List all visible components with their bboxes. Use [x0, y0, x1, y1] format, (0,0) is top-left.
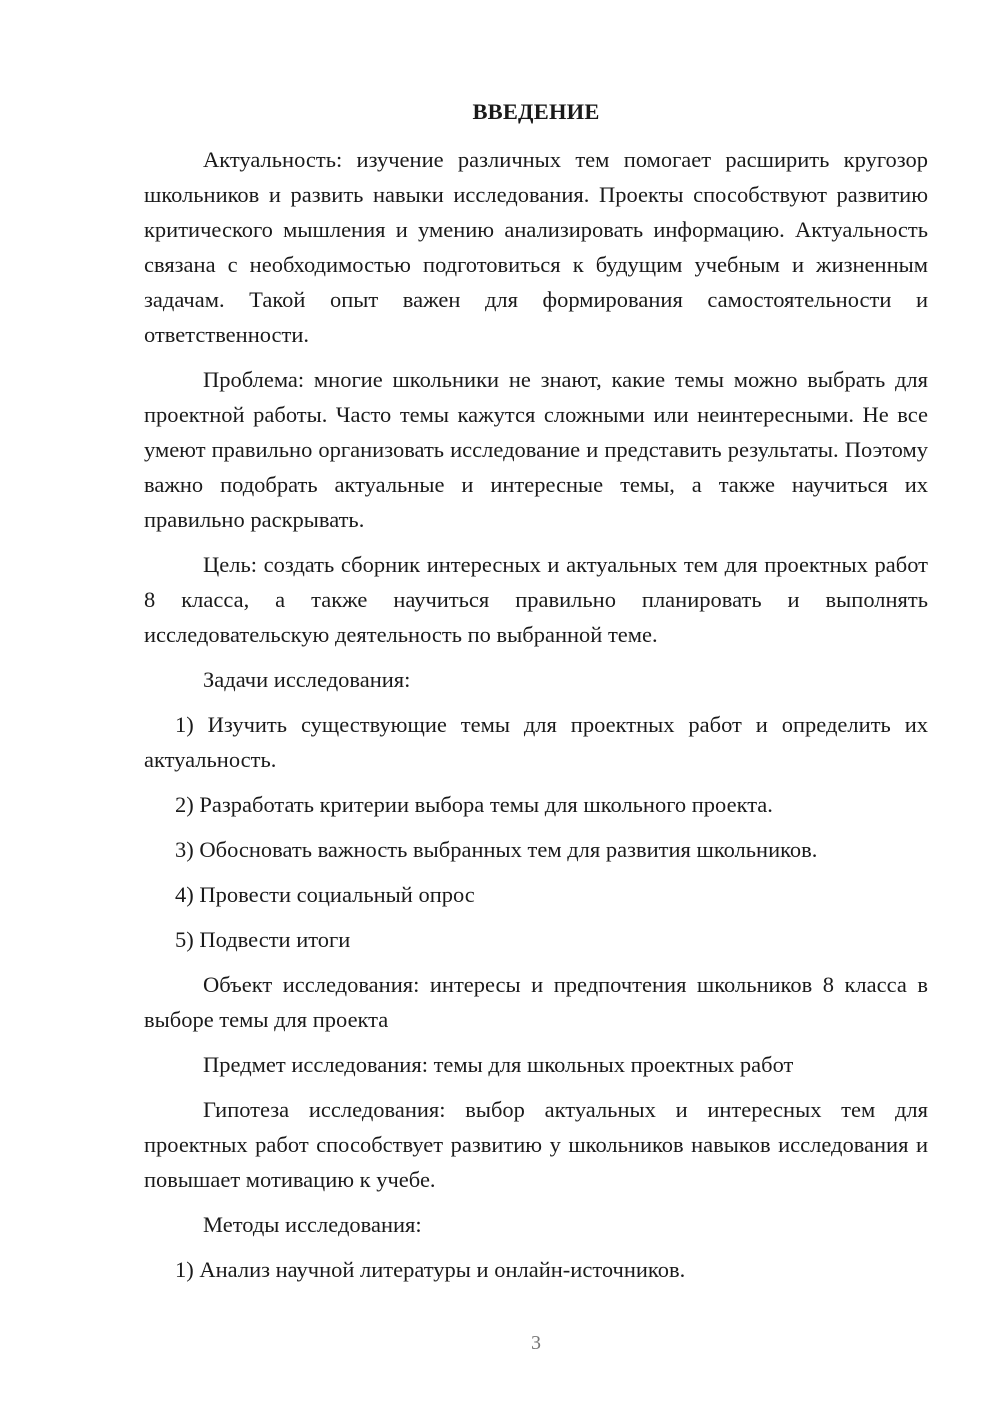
- task-item-2: 2) Разработать критерии выбора темы для школьного проекта.: [175, 792, 773, 817]
- methods-heading: Методы исследования:: [203, 1212, 422, 1237]
- subject-paragraph: Предмет исследования: темы для школьных проектных работ: [203, 1052, 794, 1077]
- task-item-4: 4) Провести социальный опрос: [175, 882, 475, 907]
- problem-paragraph: Проблема: многие школьники не знают, какие темы можно выбрать для проектной работы. Часто темы кажутся сложными или неинтересными. Не все умеют правильно организовать исследование и представить результаты. Поэтому важно подобрать актуальные и интересные темы, а также научиться их правильно раскрывать.: [144, 367, 928, 532]
- tasks-heading: Задачи исследования:: [203, 667, 411, 692]
- relevance-paragraph: Актуальность: изучение различных тем помогает расширить кругозор школьников и развить навыки исследования. Проекты способствуют развитию критического мышления и умению анализировать информацию. Актуальность связана с необходимостью подготовиться к будущим учебным и жизненным задачам. Такой опыт важен для формирования самостоятельности и ответственности.: [144, 147, 928, 347]
- task-item-5: 5) Подвести итоги: [175, 927, 351, 952]
- document-body: [144, 94, 928, 1297]
- method-item-1: 1) Анализ научной литературы и онлайн-источников.: [175, 1257, 686, 1282]
- page-title: ВВЕДЕНИЕ: [472, 99, 600, 124]
- object-paragraph: Объект исследования: интересы и предпочтения школьников 8 класса в выборе темы для проекта: [144, 972, 928, 1032]
- task-item-3: 3) Обосновать важность выбранных тем для развития школьников.: [175, 837, 818, 862]
- goal-paragraph: Цель: создать сборник интересных и актуальных тем для проектных работ 8 класса, а также научиться правильно планировать и выполнять исследовательскую деятельность по выбранной теме.: [144, 552, 928, 647]
- hypothesis-paragraph: Гипотеза исследования: выбор актуальных и интересных тем для проектных работ способствует развитию у школьников навыков исследования и повышает мотивацию к учебе.: [144, 1097, 928, 1192]
- page-number: 3: [531, 1332, 541, 1354]
- task-item-1: 1) Изучить существующие темы для проектных работ и определить их актуальность.: [144, 712, 928, 772]
